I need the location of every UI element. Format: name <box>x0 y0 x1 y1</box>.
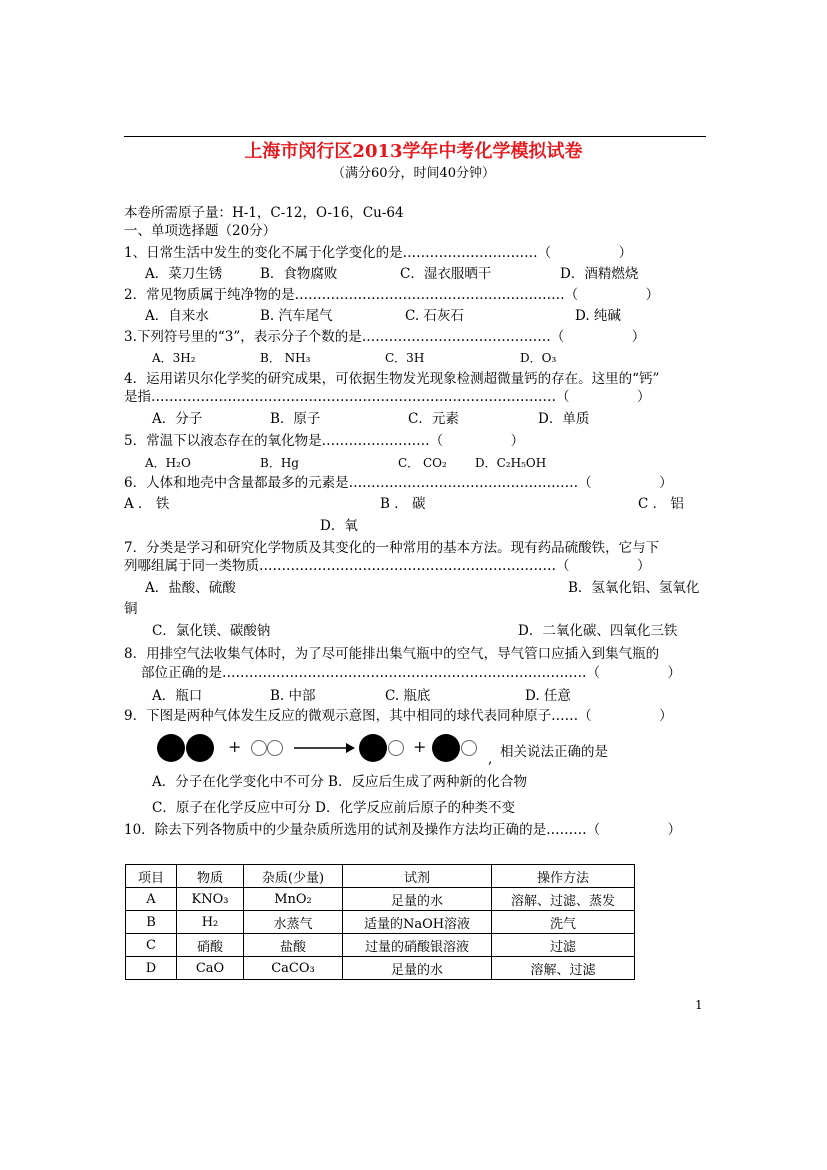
q7-option-b-cont: 铜 <box>124 601 138 617</box>
table-cell: 水蒸气 <box>244 911 343 934</box>
q5-option-b: B．Hg <box>260 456 299 470</box>
q8-option-a: A．瓶口 <box>152 688 203 704</box>
white-atom <box>267 740 283 756</box>
q8-option-b: B. 中部 <box>270 688 316 704</box>
black-atom <box>186 734 214 762</box>
table-cell: MnO₂ <box>244 888 343 911</box>
question-8-stem-cont: 部位正确的是………………………………………………………………………（ ） <box>141 665 681 681</box>
q5-option-a: A．H₂O <box>145 456 191 470</box>
question-4-stem: 4．运用诺贝尔化学奖的研究成果，可依据生物发光现象检测超微量钙的存在。这里的“钙” <box>124 371 660 387</box>
q4-option-b: B．原子 <box>270 411 321 427</box>
black-atom <box>157 734 185 762</box>
q4-option-c: C．元素 <box>408 411 459 427</box>
reaction-arrow-icon <box>292 740 356 756</box>
q1-option-c: C．湿衣服晒干 <box>400 266 492 282</box>
atomic-mass-note: 本卷所需原子量：H-1，C-12，O-16，Cu-64 <box>124 205 404 221</box>
table-cell: 溶解、过滤、蒸发 <box>492 888 635 911</box>
table-header-cell: 物质 <box>177 865 244 888</box>
table-cell: 硝酸 <box>177 934 244 957</box>
q2-option-b: B. 汽车尾气 <box>260 308 333 324</box>
q3-option-d: D．O₃ <box>520 351 557 365</box>
q5-option-c: C． CO₂ <box>398 456 447 470</box>
question-6-stem: 6．人体和地壳中含量都最多的元素是……………………………………………（ ） <box>124 475 673 491</box>
table-cell: 过滤 <box>492 934 635 957</box>
table-cell: 洗气 <box>492 911 635 934</box>
q3-option-c: C．3H <box>385 351 425 365</box>
section-heading: 一、单项选择题（20分） <box>124 223 277 239</box>
table-row <box>126 957 635 980</box>
q6-option-c: C ． 铝 <box>638 496 684 512</box>
plus-sign: + <box>413 737 427 756</box>
q7-option-a: A．盐酸、硫酸 <box>145 580 236 596</box>
table-header-row <box>126 865 635 888</box>
q5-option-d: D．C₂H₅OH <box>475 456 547 470</box>
table-cell: H₂ <box>177 911 244 934</box>
q1-option-b: B．食物腐败 <box>260 266 338 282</box>
question-3-stem: 3.下列符号里的“3”，表示分子个数的是……………………………………（ ） <box>124 329 646 345</box>
table-cell: D <box>126 957 177 980</box>
white-atom <box>461 740 477 756</box>
table-cell: A <box>126 888 177 911</box>
question-5-stem: 5．常温下以液态存在的氧化物是……………………（ ） <box>124 433 525 449</box>
table-cell: CaCO₃ <box>244 957 343 980</box>
q6-option-a: A ． 铁 <box>124 496 170 512</box>
page-subtitle: （满分60分，时间40分钟） <box>331 166 496 181</box>
q1-option-a: A．菜刀生锈 <box>145 266 223 282</box>
question-10-stem: 10．除去下列各物质中的少量杂质所选用的试剂及操作方法均正确的是………（ ） <box>124 822 682 838</box>
q7-option-d: D．二氧化碳、四氧化三铁 <box>518 623 678 639</box>
q9-option-ab: A．分子在化学变化中不可分 B．反应后生成了两种新的化合物 <box>152 774 527 790</box>
q3-option-b: B． NH₃ <box>260 351 311 365</box>
table-cell: KNO₃ <box>177 888 244 911</box>
question-9-stem: 9．下图是两种气体发生反应的微观示意图，其中相同的球代表同种原子……（ ） <box>124 708 673 724</box>
question-7-stem: 7．分类是学习和研究化学物质及其变化的一种常用的基本方法。现有药品硫酸铁，它与下 <box>124 540 660 556</box>
q6-option-d: D．氧 <box>320 518 358 534</box>
table-cell: 足量的水 <box>343 957 492 980</box>
q2-option-a: A．自来水 <box>145 308 209 324</box>
q2-option-d: D. 纯碱 <box>575 308 621 324</box>
white-atom <box>251 740 267 756</box>
q7-option-b: B．氢氧化铝、氢氧化 <box>568 580 700 596</box>
white-atom <box>388 740 404 756</box>
q2-option-c: C. 石灰石 <box>405 308 464 324</box>
table-row <box>126 934 635 957</box>
diagram-comma: , <box>488 751 493 767</box>
black-atom <box>432 734 460 762</box>
question-4-stem-cont: 是指………………………………………………………………………………（ ） <box>124 389 651 405</box>
table-cell: 盐酸 <box>244 934 343 957</box>
table-cell: 溶解、过滤 <box>492 957 635 980</box>
table-header-cell: 操作方法 <box>492 865 635 888</box>
q6-option-b: B ． 碳 <box>380 496 426 512</box>
table-cell: B <box>126 911 177 934</box>
impurity-table <box>125 864 635 980</box>
question-1-stem: 1、日常生活中发生的变化不属于化学变化的是…………………………（ ） <box>124 245 633 261</box>
table-row <box>126 911 635 934</box>
page-number: 1 <box>695 998 703 1012</box>
table-cell: C <box>126 934 177 957</box>
q9-option-cd: C．原子在化学反应中可分 D．化学反应前后原子的种类不变 <box>152 800 515 816</box>
table-row <box>126 888 635 911</box>
table-cell: 足量的水 <box>343 888 492 911</box>
q8-option-d: D. 任意 <box>525 688 571 704</box>
table-cell: 适量的NaOH溶液 <box>343 911 492 934</box>
diagram-caption: 相关说法正确的是 <box>500 744 608 760</box>
q3-option-a: A．3H₂ <box>152 351 196 365</box>
q4-option-a: A．分子 <box>152 411 203 427</box>
table-header-cell: 杂质(少量) <box>244 865 343 888</box>
page-title: 上海市闵行区2013学年中考化学模拟试卷 <box>244 141 583 162</box>
q8-option-c: C. 瓶底 <box>385 688 431 704</box>
q4-option-d: D．单质 <box>538 411 590 427</box>
table-header-cell: 项目 <box>126 865 177 888</box>
question-8-stem: 8．用排空气法收集气体时，为了尽可能排出集气瓶中的空气，导气管口应插入到集气瓶的 <box>124 646 660 662</box>
question-7-stem-cont: 列哪组属于同一类物质…………………………………………………………（ ） <box>124 558 651 574</box>
black-atom <box>359 734 387 762</box>
table-cell: 过量的硝酸银溶液 <box>343 934 492 957</box>
plus-sign: + <box>228 737 242 756</box>
q7-option-c: C．氯化镁、碳酸钠 <box>152 623 271 639</box>
question-2-stem: 2．常见物质属于纯净物的是……………………………………………………（ ） <box>124 287 660 303</box>
table-cell: CaO <box>177 957 244 980</box>
table-header-cell: 试剂 <box>343 865 492 888</box>
q1-option-d: D．酒精燃烧 <box>560 266 639 282</box>
